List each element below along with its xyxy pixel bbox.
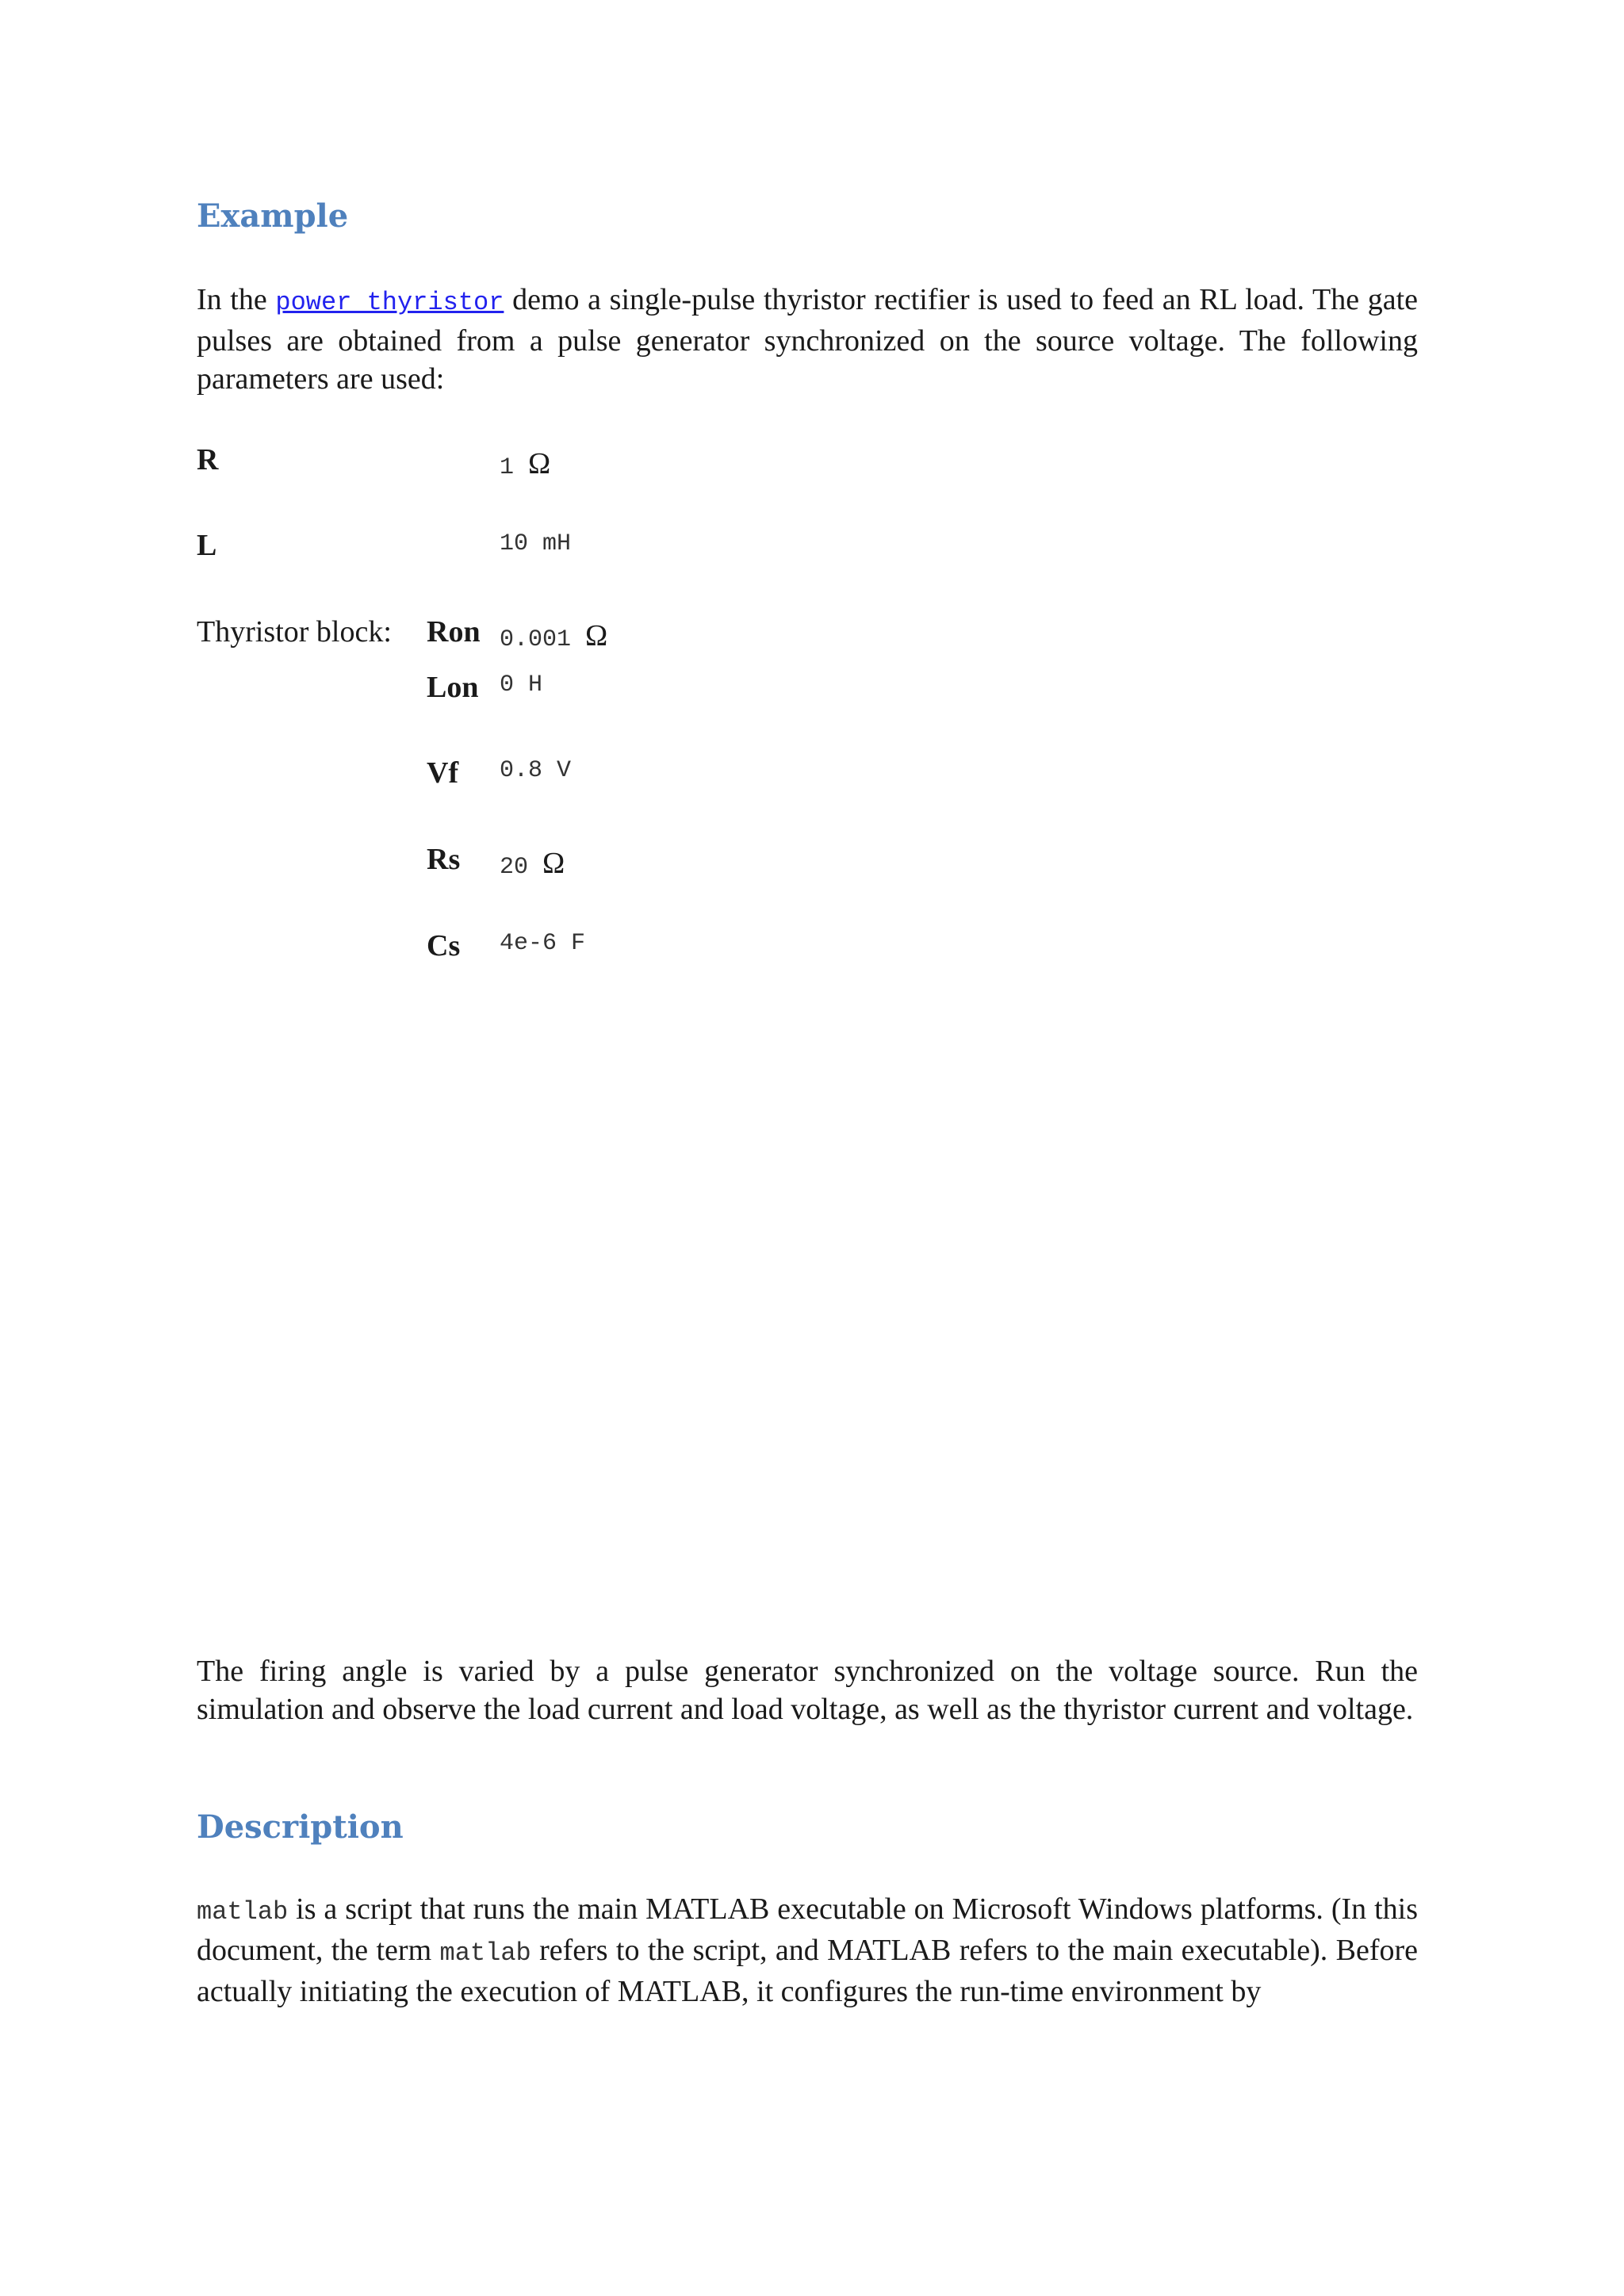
param-r-value: 1 Ω bbox=[500, 447, 551, 481]
thyristor-block-label: Thyristor block: bbox=[197, 615, 392, 649]
param-l-name: L bbox=[197, 529, 217, 562]
param-l-value: 10 mH bbox=[500, 530, 572, 557]
power-thyristor-link[interactable]: power_thyristor bbox=[275, 288, 504, 317]
intro-text-after: demo a single-pulse thyristor rectifier is used to feed an RL load. The gate pulses are obtained from a pulse generator synchronized on the source voltage. The following parameters are used: bbox=[197, 283, 1418, 396]
param-ron-unit: Ω bbox=[585, 619, 608, 652]
intro-text-before: In the bbox=[197, 283, 276, 316]
param-vf-name: Vf bbox=[427, 756, 459, 790]
param-cs-name: Cs bbox=[427, 929, 461, 962]
example-heading: Example bbox=[197, 197, 349, 235]
param-lon-value: 0 H bbox=[500, 672, 543, 698]
description-paragraph bbox=[197, 1890, 1418, 2011]
param-r-unit: Ω bbox=[528, 447, 551, 480]
description-heading: Description bbox=[197, 1808, 404, 1846]
param-cs-value: 4e-6 F bbox=[500, 930, 586, 957]
param-lon-name: Lon bbox=[427, 671, 479, 704]
description-text-1: is a script that runs the main MATLAB executable on Microsoft Windows platforms. (In this document, the term bbox=[197, 1892, 1418, 1967]
firing-angle-paragraph: The firing angle is varied by a pulse generator synchronized on the voltage source. Run the simulation and observe the load current and load voltage, as well as the thyristor current and voltage. bbox=[197, 1655, 1418, 1726]
param-vf-value: 0.8 V bbox=[500, 757, 572, 784]
param-r-name: R bbox=[197, 443, 219, 476]
example-intro-paragraph bbox=[197, 281, 1418, 398]
matlab-code-2: matlab bbox=[439, 1938, 531, 1968]
param-rs-name: Rs bbox=[427, 843, 461, 876]
matlab-code-1: matlab bbox=[197, 1897, 289, 1927]
param-ron-name: Ron bbox=[427, 615, 481, 649]
param-rs-unit: Ω bbox=[542, 847, 565, 880]
param-ron-value: 0.001 Ω bbox=[500, 619, 608, 653]
param-rs-value: 20 Ω bbox=[500, 847, 565, 881]
description-text-2: refers to the script, and MATLAB refers to the main executable). Before actually initiating the execution of MATLAB, it configures the run-time environment by bbox=[197, 1934, 1418, 2008]
